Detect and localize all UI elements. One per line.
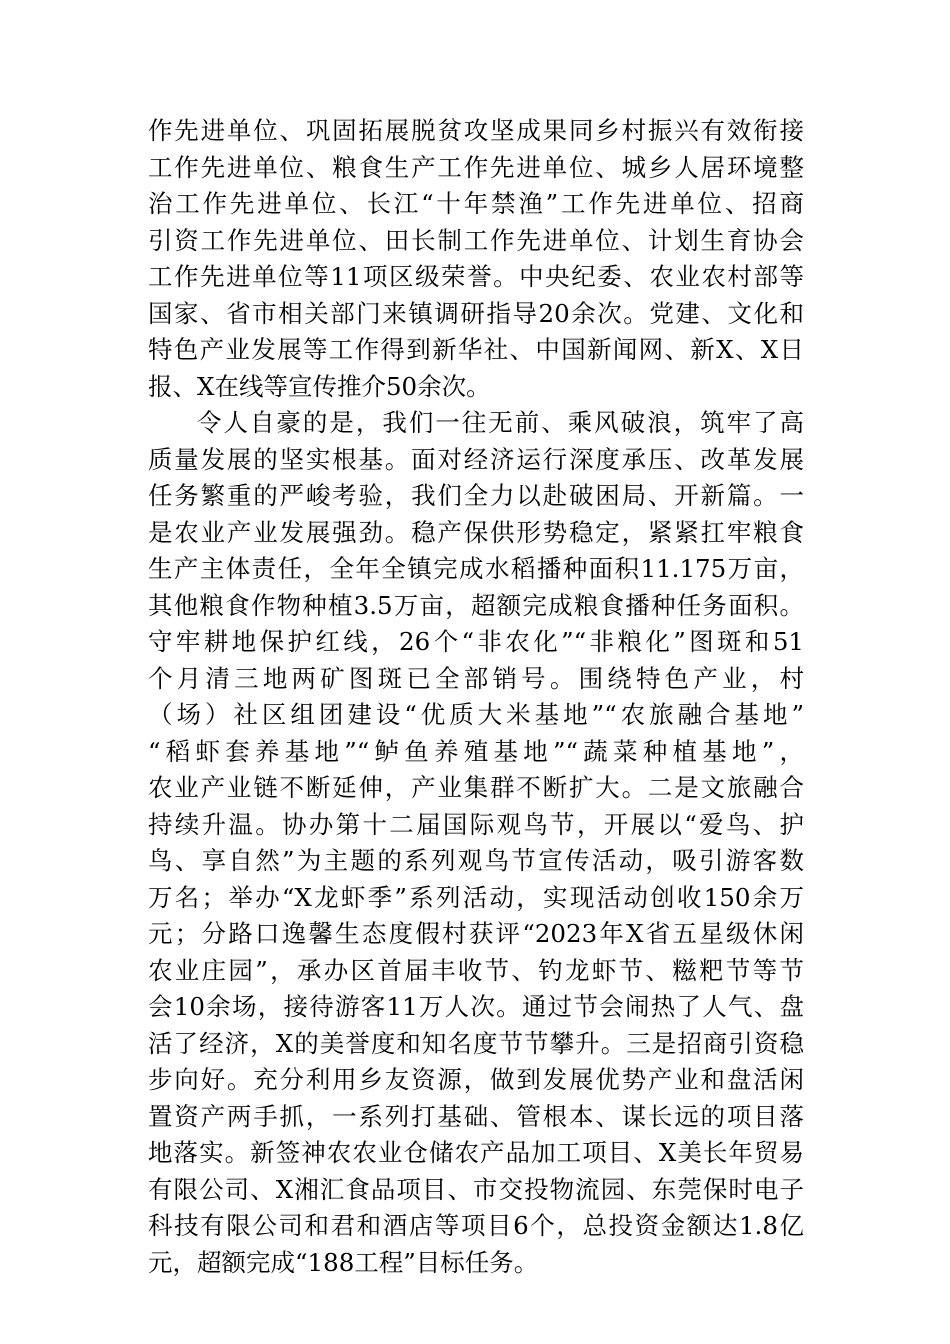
text-line: 质量发展的坚实根基。面对经济运行深度承压、改革发展 <box>148 444 804 474</box>
text-line: 是农业产业发展强劲。稳产保供形势稳定，紧紧扛牢粮食 <box>148 517 804 547</box>
text-line: 工作先进单位、粮食生产工作先进单位、城乡人居环境整 <box>148 152 804 182</box>
text-line: 工作先进单位等11项区级荣誉。中央纪委、农业农村部等 <box>148 262 804 291</box>
text-line: 作先进单位、巩固拓展脱贫攻坚成果同乡村振兴有效衔接 <box>148 116 804 145</box>
text-line: 任务繁重的严峻考验，我们全力以赴破困局、开新篇。一 <box>148 481 804 510</box>
text-line: 引资工作先进单位、田长制工作先进单位、计划生育协会 <box>148 225 804 255</box>
text-line: 鸟、享自然”为主题的系列观鸟节宣传活动，吸引游客数 <box>148 846 804 875</box>
text-line: 元；分路口逸馨生态度假村获评“2023年X省五星级休闲 <box>148 919 804 948</box>
document-body <box>148 113 804 1281</box>
text-line: 农业庄园”，承办区首届丰收节、钓龙虾节、糍粑节等节 <box>148 955 804 985</box>
text-line: 守牢耕地保护红线，26个“非农化”“非粮化”图斑和51 <box>148 627 804 656</box>
text-line: 报、X在线等宣传推介50余次。 <box>148 371 491 401</box>
paragraph-2 <box>148 405 804 1281</box>
text-line: 活了经济，X的美誉度和知名度节节攀升。三是招商引资稳 <box>148 1028 804 1058</box>
text-line: 特色产业发展等工作得到新华社、中国新闻网、新X、X日 <box>148 335 804 364</box>
text-line: （场）社区组团建设“优质大米基地”“农旅融合基地” <box>148 700 804 729</box>
text-line: 有限公司、X湘汇食品项目、市交投物流园、东莞保时电子 <box>148 1174 804 1204</box>
text-line: 生产主体责任，全年全镇完成水稻播种面积11.175万亩， <box>148 554 804 583</box>
text-line: 国家、省市相关部门来镇调研指导20余次。党建、文化和 <box>148 298 804 328</box>
text-line: 其他粮食作物种植3.5万亩，超额完成粮食播种任务面积。 <box>148 590 804 620</box>
text-line: 万名；举办“X龙虾季”系列活动，实现活动创收150余万 <box>148 882 804 912</box>
text-line: 科技有限公司和君和酒店等项目6个，总投资金额达1.8亿 <box>148 1211 804 1240</box>
text-line: 个月清三地两矿图斑已全部销号。围绕特色产业，村 <box>148 663 804 693</box>
paragraph-1 <box>148 113 804 405</box>
text-line: 置资产两手抓，一系列打基础、管根本、谋长远的项目落 <box>148 1101 804 1131</box>
text-line: 治工作先进单位、长江“十年禁渔”工作先进单位、招商 <box>148 189 804 218</box>
text-line: 地落实。新签神农农业仓储农产品加工项目、X美长年贸易 <box>148 1138 804 1167</box>
text-line: 会10余场，接待游客11万人次。通过节会闹热了人气、盘 <box>148 992 804 1021</box>
text-line: 持续升温。协办第十二届国际观鸟节，开展以“爱鸟、护 <box>148 809 804 839</box>
text-line: 令人自豪的是，我们一往无前、乘风破浪，筑牢了高 <box>197 408 804 437</box>
text-line: 步向好。充分利用乡友资源，做到发展优势产业和盘活闲 <box>148 1065 804 1094</box>
text-line: “稻虾套养基地”“鲈鱼养殖基地”“蔬菜种植基地”， <box>148 736 804 766</box>
text-line: 元，超额完成“188工程”目标任务。 <box>148 1247 539 1277</box>
text-line: 农业产业链不断延伸，产业集群不断扩大。二是文旅融合 <box>148 773 804 802</box>
